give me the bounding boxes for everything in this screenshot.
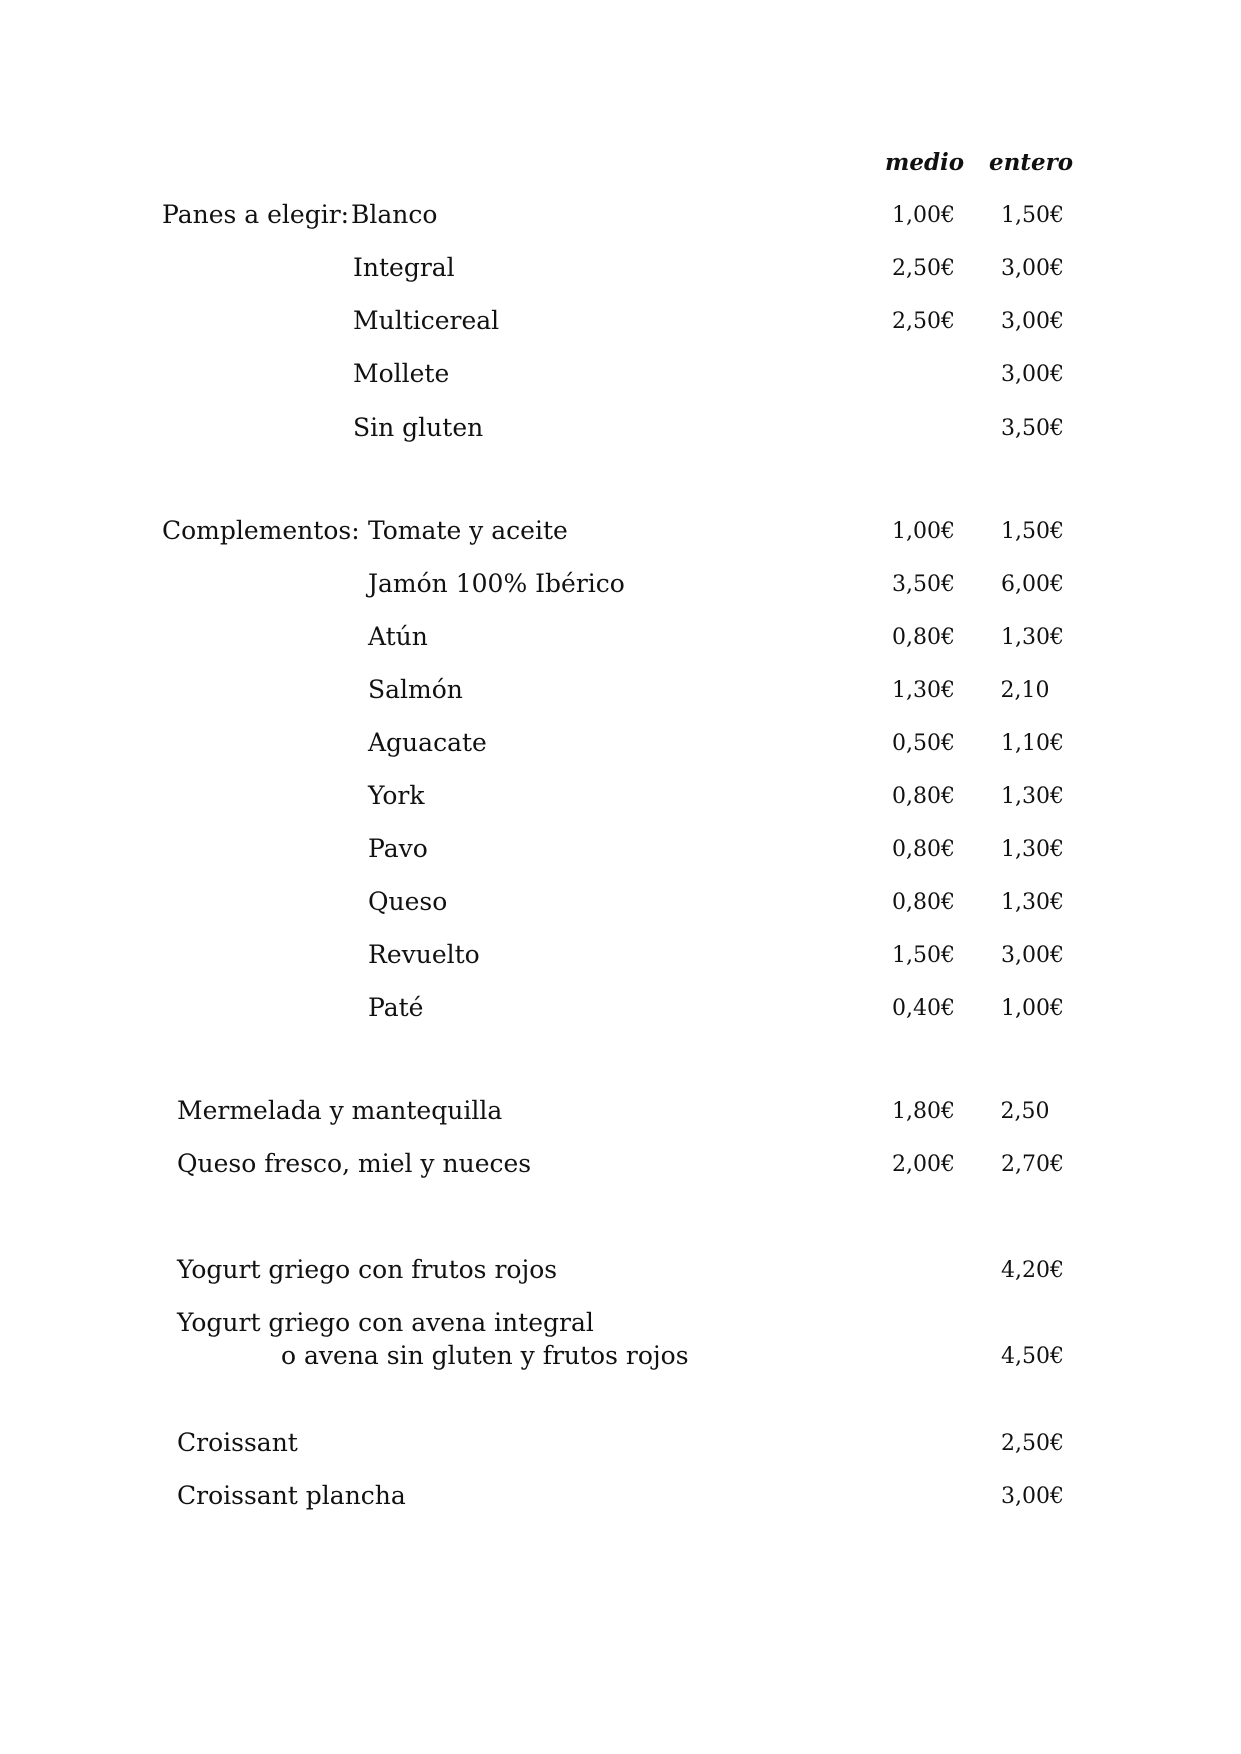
price-entero: 2,10 bbox=[1000, 678, 1050, 703]
price-entero: 1,30€ bbox=[1001, 837, 1064, 862]
menu-item-name: Revuelto bbox=[368, 940, 480, 969]
price-entero: 3,00€ bbox=[1001, 1484, 1064, 1509]
price-medio: 1,00€ bbox=[892, 203, 955, 228]
price-medio: 0,80€ bbox=[892, 784, 955, 809]
menu-item-name: Sin gluten bbox=[353, 413, 484, 442]
price-medio: 2,00€ bbox=[892, 1152, 955, 1177]
price-entero: 4,50€ bbox=[1001, 1344, 1064, 1369]
price-entero: 2,70€ bbox=[1001, 1152, 1064, 1177]
price-entero: 1,50€ bbox=[1001, 519, 1064, 544]
price-medio: 0,80€ bbox=[892, 837, 955, 862]
price-entero: 1,30€ bbox=[1001, 890, 1064, 915]
price-medio: 0,50€ bbox=[892, 731, 955, 756]
price-medio: 0,80€ bbox=[892, 625, 955, 650]
menu-item-name: Atún bbox=[368, 622, 428, 651]
menu-item-name-continued: o avena sin gluten y frutos rojos bbox=[281, 1341, 689, 1370]
menu-item-name: Croissant bbox=[177, 1428, 298, 1457]
price-medio: 1,30€ bbox=[892, 678, 955, 703]
menu-item-name: Multicereal bbox=[353, 306, 500, 335]
price-entero: 1,50€ bbox=[1001, 203, 1064, 228]
price-entero: 1,00€ bbox=[1001, 996, 1064, 1021]
price-medio: 2,50€ bbox=[892, 256, 955, 281]
menu-item-name: Aguacate bbox=[368, 728, 487, 757]
complementos-section-label: Complementos: bbox=[162, 516, 360, 545]
menu-item-name: Queso bbox=[368, 887, 448, 916]
menu-item-name: Queso fresco, miel y nueces bbox=[177, 1149, 532, 1178]
header-medio: medio bbox=[885, 149, 965, 176]
menu-item-name: Yogurt griego con avena integral bbox=[177, 1308, 594, 1337]
menu-item-name: York bbox=[368, 781, 425, 810]
price-entero: 1,10€ bbox=[1001, 731, 1064, 756]
price-entero: 3,00€ bbox=[1001, 309, 1064, 334]
header-entero: entero bbox=[989, 149, 1074, 176]
price-entero: 1,30€ bbox=[1001, 625, 1064, 650]
menu-item-name: Paté bbox=[368, 993, 424, 1022]
menu-item-name: Integral bbox=[353, 253, 455, 282]
menu-item-name: Mollete bbox=[353, 359, 450, 388]
price-entero: 1,30€ bbox=[1001, 784, 1064, 809]
menu-item-name: Mermelada y mantequilla bbox=[177, 1096, 503, 1125]
price-entero: 3,50€ bbox=[1001, 416, 1064, 441]
price-medio: 2,50€ bbox=[892, 309, 955, 334]
price-medio: 1,50€ bbox=[892, 943, 955, 968]
price-medio: 3,50€ bbox=[892, 572, 955, 597]
menu-item-name: Croissant plancha bbox=[177, 1481, 406, 1510]
panes-section-label: Panes a elegir: bbox=[162, 200, 350, 229]
menu-item-name: Blanco bbox=[351, 200, 438, 229]
price-medio: 0,40€ bbox=[892, 996, 955, 1021]
price-medio: 1,80€ bbox=[892, 1099, 955, 1124]
price-medio: 1,00€ bbox=[892, 519, 955, 544]
price-medio: 0,80€ bbox=[892, 890, 955, 915]
menu-item-name: Salmón bbox=[368, 675, 463, 704]
price-entero: 6,00€ bbox=[1001, 572, 1064, 597]
price-entero: 4,20€ bbox=[1001, 1258, 1064, 1283]
menu-item-name: Yogurt griego con frutos rojos bbox=[177, 1255, 558, 1284]
price-entero: 2,50€ bbox=[1001, 1431, 1064, 1456]
price-entero: 3,00€ bbox=[1001, 256, 1064, 281]
menu-item-name: Jamón 100% Ibérico bbox=[368, 569, 625, 598]
menu-item-name: Tomate y aceite bbox=[368, 516, 568, 545]
price-entero: 2,50 bbox=[1000, 1099, 1050, 1124]
price-entero: 3,00€ bbox=[1001, 362, 1064, 387]
menu-item-name: Pavo bbox=[368, 834, 428, 863]
price-entero: 3,00€ bbox=[1001, 943, 1064, 968]
